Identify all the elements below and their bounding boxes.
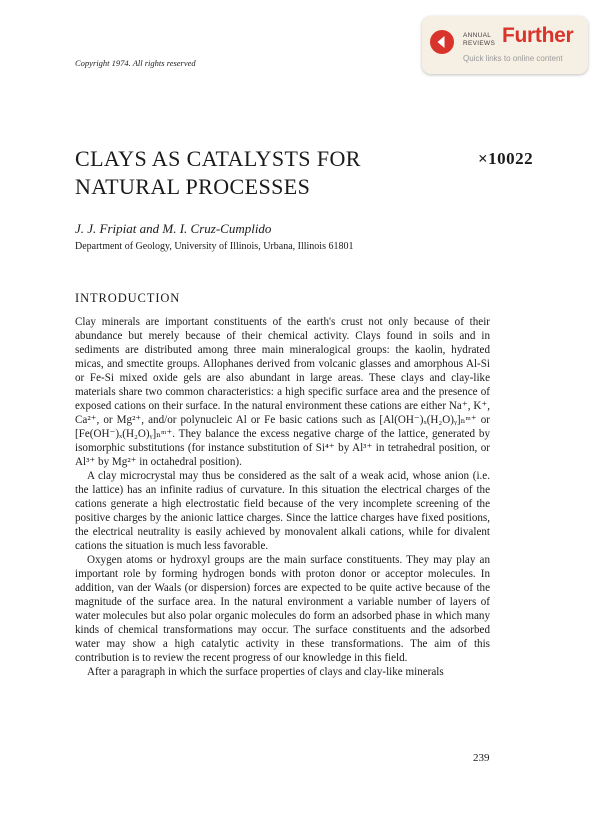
body-paragraph: Clay minerals are important constituents of the earth's crust not only because of their abundance but merely because of their chemical activity. Clays found in soils and in sediments are distributed among three main mineralogical groups: the kaolin, hydrated micas, and smectite groups. Allophanes derived from volcanic glasses and amorphous Al-Si or Fe-Si mixed oxide gels are also abundant in large areas. These clays and clay-like materials share two common characteristics: a high specific surface area and the presence of exposed cations on their surface. In the natural environment these cations are either Na⁺, K⁺, Ca²⁺, or Mg²⁺, and/or polynucleic Al or Fe basic cations such as [Al(OH⁻)ₓ(H₂O)ᵧ]ₙᵐ⁺ or [Fe(OH⁻)ₓ(H₂O)ᵧ]ₙᵐ⁺. They balance the excess negative charge of the lattice, generated by isomorphic substitutions (for instance substitution of Si⁴⁺ by Al³⁺ in tetrahedral position, or Al³⁺ by Mg²⁺ in octahedral position). [75,316,490,468]
body-paragraph: After a paragraph in which the surface properties of clays and clay-like minerals [87,666,444,678]
quick-links-label: Quick links to online content [463,54,563,63]
article-authors: J. J. Fripiat and M. I. Cruz-Cumplido [75,221,272,236]
arrow-left-icon [430,30,454,54]
reference-code: ×10022 [478,149,534,168]
section-heading-introduction: INTRODUCTION [75,291,181,305]
author-affiliation: Department of Geology, University of Illinois, Urbana, Illinois 61801 [75,241,354,252]
page-number: 239 [473,752,490,764]
body-paragraph: Oxygen atoms or hydroxyl groups are the main surface constituents. They may play an important role by forming hydrogen bonds with proton donor or acceptor molecules. In addition, van der Waals (or dispersion) forces are expected to be quite active because of the magnitude of the surface area. In the natural environment a variable number of layers of water molecules but also polar organic molecules do form an adsorbed phase in which many kinds of chemical transformations may occur. The surface constituents and the adsorbed water may show a high catalytic activity in these transformations. The aim of this contribution is to review the recent progress of our knowledge in this field. [75,554,490,664]
body-paragraph: A clay microcrystal may thus be considered as the salt of a weak acid, whose anion (i.e. the lattice) has an infinite radius of curvature. In this situation the electrical charges of the cations generate a high electrostatic field because of the very incomplete screening of the positive charges by the anionic lattice charges. Since the lattice charges have fixed positions, the electrical neutrality is easily achieved by monovalent alkali cations, while for divalent cations the situation is much less favorable. [75,470,490,552]
article-title: CLAYS AS CATALYSTS FOR NATURAL PROCESSES [75,146,361,199]
annual-reviews-logo-text: ANNUAL REVIEWS [463,32,496,47]
annual-reviews-further-badge[interactable] [422,16,588,74]
copyright-notice: Copyright 1974. All rights reserved [75,58,196,68]
further-label: Further [502,24,574,47]
article-body [75,315,490,679]
